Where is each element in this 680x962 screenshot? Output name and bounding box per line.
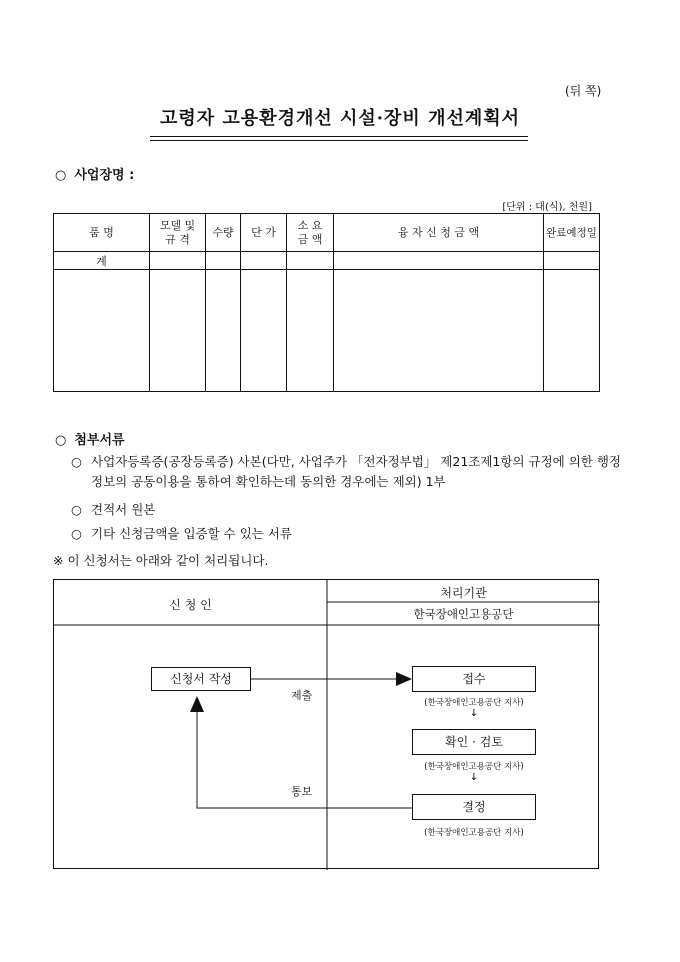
header-item-name: 품 명: [54, 214, 150, 252]
processor-name: 한국장애인고용공단: [413, 607, 514, 621]
attachments-heading: 첨부서류: [74, 433, 125, 448]
item-cell[interactable]: [241, 270, 287, 392]
notify-arrowhead-icon: [190, 696, 204, 712]
table-row: [54, 270, 600, 392]
total-cell[interactable]: [544, 252, 600, 270]
header-unit-price: 단 가: [241, 214, 287, 252]
item-cell[interactable]: [150, 270, 206, 392]
header-completion-date: 완료예정일: [544, 214, 600, 252]
business-name-label: 사업장명 :: [74, 168, 135, 183]
item-cell[interactable]: [334, 270, 544, 392]
step-review: 확인 · 검토: [412, 729, 536, 755]
title-underline: [150, 136, 528, 137]
attachment-item-3: 기타 신청금액을 입증할 수 있는 서류: [91, 526, 292, 541]
item-cell[interactable]: [544, 270, 600, 392]
total-row: [54, 252, 600, 270]
step-decide: 결정: [412, 794, 536, 820]
header-financing-amount: 융 자 신 청 금 액: [334, 214, 544, 252]
step-write-application: 신청서 작성: [151, 667, 251, 691]
circle-bullet-icon: ○: [71, 502, 82, 517]
circle-bullet-icon: ○: [55, 433, 67, 448]
attachment-item-2: 견적서 원본: [91, 502, 156, 517]
item-cell[interactable]: [206, 270, 241, 392]
unit-note: [단위 : 대(식), 천원]: [502, 202, 592, 213]
branch-note: (한국장애인고용공단 지사): [424, 698, 524, 708]
processor-header: 처리기관: [440, 586, 487, 600]
circle-bullet-icon: ○: [71, 454, 82, 469]
table-header-row: [54, 214, 600, 252]
step-receive: 접수: [412, 666, 536, 692]
attachment-item-1: 사업자등록증(공장등록증) 사본(다만, 사업주가 「전자정부법」 제21조제1항의 규정에 의한 행정정보의 공동이용을 통하여 확인하는데 동의한 경우에는 제외) 1부: [91, 454, 621, 489]
title-underline-thin: [150, 140, 528, 141]
submit-arrowhead-icon: [396, 672, 412, 686]
item-cell[interactable]: [287, 270, 334, 392]
process-note: ※ 이 신청서는 아래와 같이 처리됩니다.: [53, 553, 269, 568]
attachments-heading-row: [55, 429, 125, 448]
notify-label: 통보: [291, 785, 313, 798]
items-table: [53, 213, 600, 392]
total-cell[interactable]: [150, 252, 206, 270]
total-cell[interactable]: [334, 252, 544, 270]
submit-label: 제출: [291, 689, 313, 702]
branch-note: (한국장애인고용공단 지사): [424, 828, 524, 838]
header-quantity: 수량: [206, 214, 241, 252]
total-cell[interactable]: [241, 252, 287, 270]
total-cell[interactable]: [287, 252, 334, 270]
header-model-spec: 모델 및 규 격: [150, 214, 206, 252]
circle-bullet-icon: ○: [71, 526, 82, 541]
header-required-amount: 소 요 금 액: [287, 214, 334, 252]
page-label: (뒤 쪽): [565, 84, 602, 98]
applicant-header: 신 청 인: [169, 598, 212, 612]
down-arrow-icon: ↓: [469, 772, 479, 783]
process-flow-diagram: [53, 579, 599, 869]
circle-bullet-icon: ○: [55, 168, 67, 183]
total-label: 계: [54, 252, 150, 270]
document-title: 고령자 고용환경개선 시설·장비 개선계획서: [159, 108, 521, 129]
business-name-row: [55, 164, 134, 183]
item-cell[interactable]: [54, 270, 150, 392]
down-arrow-icon: ↓: [469, 708, 479, 719]
branch-note: (한국장애인고용공단 지사): [424, 762, 524, 772]
total-cell[interactable]: [206, 252, 241, 270]
